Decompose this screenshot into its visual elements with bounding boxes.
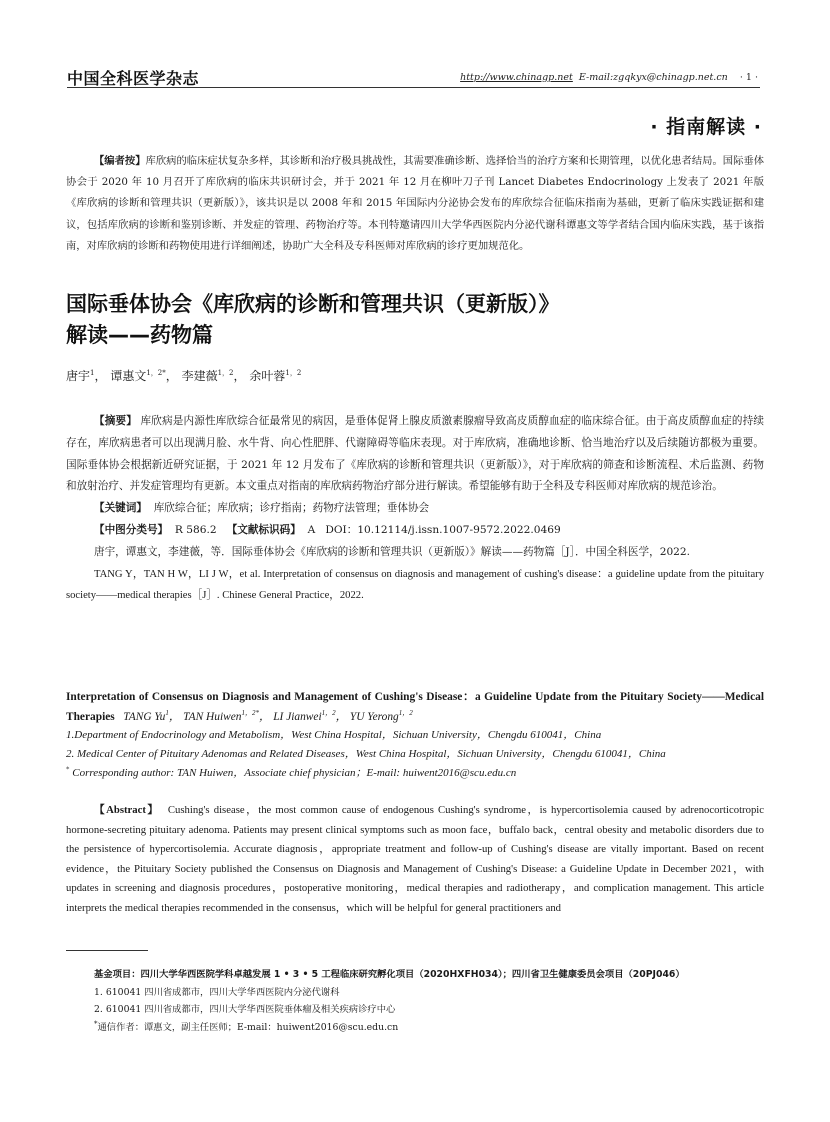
author-name: 余叶蓉 [249,369,286,383]
citation-zh: 唐宇，谭惠文，李建薇，等．国际垂体协会《库欣病的诊断和管理共识（更新版）》解读——药物篇［J］．中国全科医学，2022. [94,545,691,558]
affiliation-1: 1.Department of Endocrinology and Metabolism，West China Hospital，Sichuan University，Chengdu 610041，China [66,729,602,741]
author-name: 李建薇 [181,369,218,383]
abstract-text: 库欣病是内源性库欣综合征最常见的病因，是垂体促肾上腺皮质激素腺瘤导致高皮质醇血症的临床综合征。由于高皮质醇血症的持续存在，库欣病患者可以出现满月脸、水牛背、向心性肥胖、代谢障碍等临床表现。对于库欣病，准确地诊断、恰当地治疗以及后续随访都极为重要。国际垂体协会根据新近研究证据，于 2021 年 12 月发布了《库欣病的诊断和管理共识（更新版）》，对于库欣病的筛查和诊断流程、术后监测、药物和放射治疗、并发症管理均有更新。本文重点对指南的库欣病药物治疗部分进行解读。希望能够有助于全科及专科医师对库欣病的规范诊治。 [66,415,765,493]
corresponding-author-en: Corresponding author: TAN Huiwen，Associate chief physician；E-mail: huiwent2016@scu.edu.cn [72,767,517,779]
article-title-line2: 解读——药物篇 [66,323,213,347]
author-name-en: YU Yerong [349,711,399,723]
funding-note: 基金项目：四川大学华西医院学科卓越发展 1 • 3 • 5 工程临床研究孵化项目（2020HXFH034）；四川省卫生健康委员会项目（20PJ046） [94,969,685,980]
english-affiliations: 1.Department of Endocrinology and Metabolism，West China Hospital，Sichuan University，Chengdu 610041，China 2. Medical Center of Pituitary Adenomas and Related Diseases，West China Hospital，Sichuan University，Chengdu 610041，China * Corresponding author: TAN Huiwen，Associate chief physician；E-mail: huiwent2016@scu.edu.cn [66,726,764,783]
article-title-line1: 国际垂体协会《库欣病的诊断和管理共识（更新版）》 [66,292,560,316]
doc-code: A [307,523,316,536]
section-label: · 指南解读 · [650,116,762,138]
author-name-en: TAN Huiwen [183,711,242,723]
author-name: 唐宇 [66,369,91,383]
author-affil-en: 1 [165,709,169,718]
clc-label: 【中图分类号】 [94,523,169,536]
footnote-affil-1: 1. 610041 四川省成都市，四川大学华西医院内分泌代谢科 [94,986,340,998]
author-affil-en: 1，2* [241,709,259,718]
author-affil: 1，2 [217,369,234,377]
footnote-affil-2: 2. 610041 四川省成都市，四川大学华西医院垂体瘤及相关疾病诊疗中心 [94,1004,396,1016]
footnotes: 基金项目：四川大学华西医院学科卓越发展 1 • 3 • 5 工程临床研究孵化项目（2020HXFH034）；四川省卫生健康委员会项目（20PJ046） 1. 610041 四川省成都市，四川大学华西医院内分泌代谢科 2. 610041 四川省成都市，四川大学华西医院垂体瘤及相关疾病诊疗中心 *通信作者：谭惠文，副主任医师；E-mail：huiwent2016@scu.edu.cn [66,966,764,1036]
english-authors: TANG Yu$^1$， TAN Huiwen$^{1,2*}$， LI Jianwei$^{1,2}$， YU Yerong$^{1,2}$ [123,709,413,723]
editor-note-label: 【编者按】 [94,155,146,167]
clc-code: R 586.2 [174,523,217,536]
keywords: 库欣综合征；库欣病；诊疗指南；药物疗法管理；垂体协会 [153,502,430,515]
journal-logo: 中国全科医学杂志 [67,69,200,88]
author-affil: 1，2* [146,369,166,377]
author-affil: 1 [90,369,95,377]
english-title-block [66,687,764,727]
doi[interactable]: DOI：10.12114/j.issn.1007-9572.2022.0469 [325,523,561,536]
footnote-divider [66,950,148,951]
editor-note [66,151,764,257]
journal-url-link[interactable]: http://www.chinagp.net [460,72,573,83]
abstract-label: 【摘要】 [94,415,138,427]
keywords-label: 【关键词】 [94,502,147,515]
header-contact [460,72,758,83]
doc-code-label: 【文献标识码】 [226,523,301,536]
footnote-corresponding: 通信作者：谭惠文，副主任医师；E-mail：huiwent2016@scu.edu.cn [97,1021,399,1033]
header-divider [67,87,760,88]
citation-en: TANG Y，TAN H W，LI J W，et al. Interpretation of consensus on diagnosis and management of cushing's disease：a guideline update from the pituitary society——medical therapies［J］. Chinese General Practice，2022. [66,568,764,602]
english-abstract [66,801,764,919]
author-list: 唐宇$^1$， 谭惠文$^{1,2*}$， 李建薇$^{1,2}$， 余叶蓉$^{1,2}$ [66,369,302,383]
author-affil: 1，2 [285,369,302,377]
article-title [66,289,766,351]
english-abstract-text: Cushing's disease，the most common cause of endogenous Cushing's syndrome，is hypercortisolemia caused by adrenocorticotropic hormone-secreting pituitary adenoma. Patients may present clinical symptoms such as moon face，buffalo back，central obesity and metabolic disorders due to the persistence of hypercortisolemia. Accurate diagnosis，appropriate treatment and follow-up of Cushing's disease are vitally important. Based on recent evidence，the Pituitary Society published the Consensus on Diagnosis and Management of Cushing's Disease: a Guideline Update in December 2021，with updates in screening and diagnosis procedures，postoperative monitoring，medical therapies and radiotherapy，and complication management. This article interprets the medical therapies recommended in the consensus，which will be helpful for general practitioners and [66,804,764,914]
author-name-en: LI Jianwei [273,711,322,723]
author-affil-en: 1，2 [398,709,413,718]
affiliation-2: 2. Medical Center of Pituitary Adenomas and Related Diseases，West China Hospital，Sichuan University，Chengdu 610041，China [66,748,666,760]
author-name: 谭惠文 [110,369,147,383]
abstract-zh [66,411,764,607]
page-number: · 1 · [739,72,758,83]
editor-note-text: 库欣病的临床症状复杂多样，其诊断和治疗极具挑战性，其需要准确诊断、选择恰当的治疗方案和长期管理，以优化患者结局。国际垂体协会于 2020 年 10 月召开了库欣病的临床共识研讨会，并于 2021 年 12 月在柳叶刀子刊 Lancet Diabetes Endocrinology 上发表了 2021 年版《库欣病的诊断和管理共识（更新版）》，该共识是以 2008 年和 2015 年国际内分泌协会发布的库欣综合征临床指南为基础，更新了临床实践证据和建议，包括库欣病的诊断和鉴别诊断、并发症的管理、药物治疗等。本刊特邀请四川大学华西医院内分泌代谢科谭惠文等学者结合国内临床实践，基于该指南，对库欣病的诊断和药物使用进行详细阐述，协助广大全科及专科医师对库欣病的诊疗更加规范化。 [66,155,765,252]
journal-email: E-mail:zgqkyx@chinagp.net.cn [578,72,728,83]
english-abstract-label: 【Abstract】 [94,804,160,816]
author-affil-en: 1，2 [321,709,336,718]
english-title: Interpretation of Consensus on Diagnosis and Management of Cushing's Disease：a Guideline Update from the Pituitary Society——Medical Therapies [66,691,764,723]
author-name-en: TANG Yu [123,711,166,723]
